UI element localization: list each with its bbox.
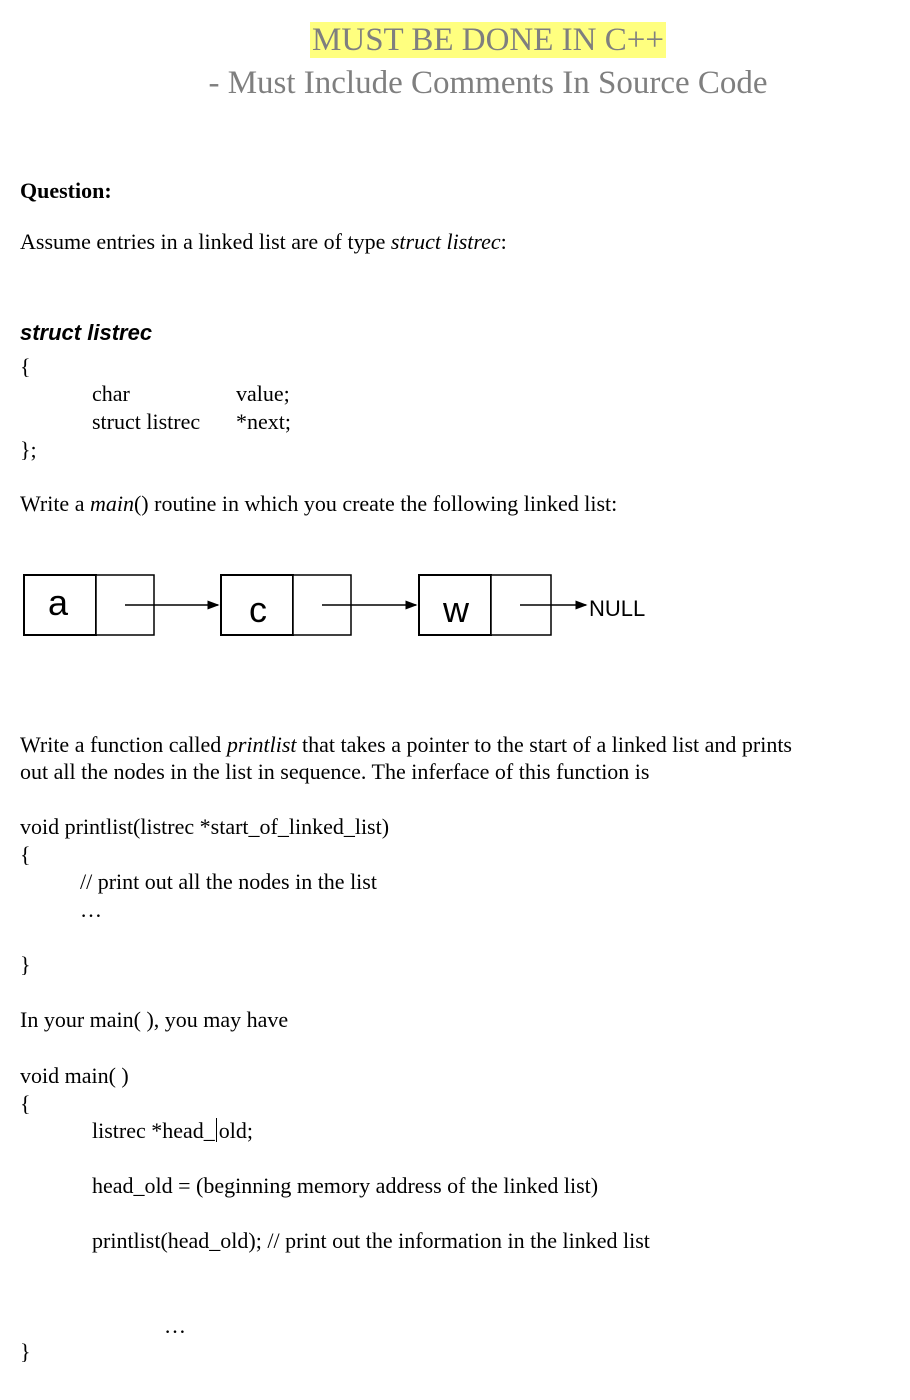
struct-field1-type: char	[92, 381, 130, 406]
main-decl-part1: listrec *head_	[92, 1118, 215, 1143]
intro-suffix: :	[500, 229, 507, 254]
printlist-comment: // print out all the nodes in the list	[80, 869, 377, 894]
printlist-signature: void printlist(listrec *start_of_linked_list)	[20, 814, 390, 839]
printlist-open-brace: {	[20, 842, 31, 867]
heading-must-be-done	[0, 20, 910, 60]
main-instruction-prefix: Write a	[20, 491, 90, 516]
main-open-brace: {	[20, 1091, 31, 1116]
main-instruction	[20, 491, 617, 517]
struct-field2-name: *next;	[236, 409, 291, 434]
question-intro	[20, 229, 507, 255]
main-intro: In your main( ), you may have	[20, 1007, 289, 1032]
linked-list-diagram	[0, 560, 700, 650]
node-value-a: a	[47, 582, 69, 623]
main-assignment: head_old = (beginning memory address of the linked list)	[92, 1173, 599, 1198]
struct-field2-type: struct listrec	[92, 409, 201, 434]
node-value-w: w	[443, 589, 469, 630]
struct-field1-name: value;	[236, 381, 290, 406]
printlist-close-brace: }	[20, 952, 31, 977]
main-ellipsis: …	[164, 1313, 186, 1338]
struct-title: struct listrec	[20, 320, 153, 345]
printlist-desc-prefix: Write a function called	[20, 732, 227, 757]
intro-text: Assume entries in a linked list are of type	[20, 229, 391, 254]
main-printlist-call: printlist(head_old); // print out the information in the linked list	[92, 1228, 650, 1253]
main-decl-part2: old;	[218, 1118, 254, 1143]
struct-close-brace: };	[20, 437, 37, 462]
main-instruction-suffix: () routine in which you create the following linked list:	[133, 491, 618, 516]
printlist-desc-line1	[20, 732, 792, 758]
main-instruction-italic: main	[89, 491, 134, 516]
intro-italic: struct listrec	[390, 229, 501, 254]
heading-line1: MUST BE DONE IN C++	[312, 22, 664, 58]
main-close-brace: }	[20, 1339, 31, 1364]
printlist-desc-italic: printlist	[226, 732, 297, 757]
node-value-c: c	[249, 589, 267, 630]
heading-comments-note: - Must Include Comments In Source Code	[208, 65, 768, 101]
null-label: NULL	[589, 596, 646, 621]
printlist-desc-suffix: that takes a pointer to the start of a linked list and prints	[296, 732, 792, 757]
printlist-desc-line2: out all the nodes in the list in sequence. The inferface of this function is	[20, 759, 650, 784]
question-label: Question:	[20, 178, 112, 203]
main-signature: void main( )	[20, 1063, 129, 1088]
text-cursor	[216, 1118, 217, 1142]
main-declaration	[92, 1118, 253, 1144]
struct-open-brace: {	[20, 354, 31, 379]
printlist-ellipsis: …	[80, 897, 102, 922]
